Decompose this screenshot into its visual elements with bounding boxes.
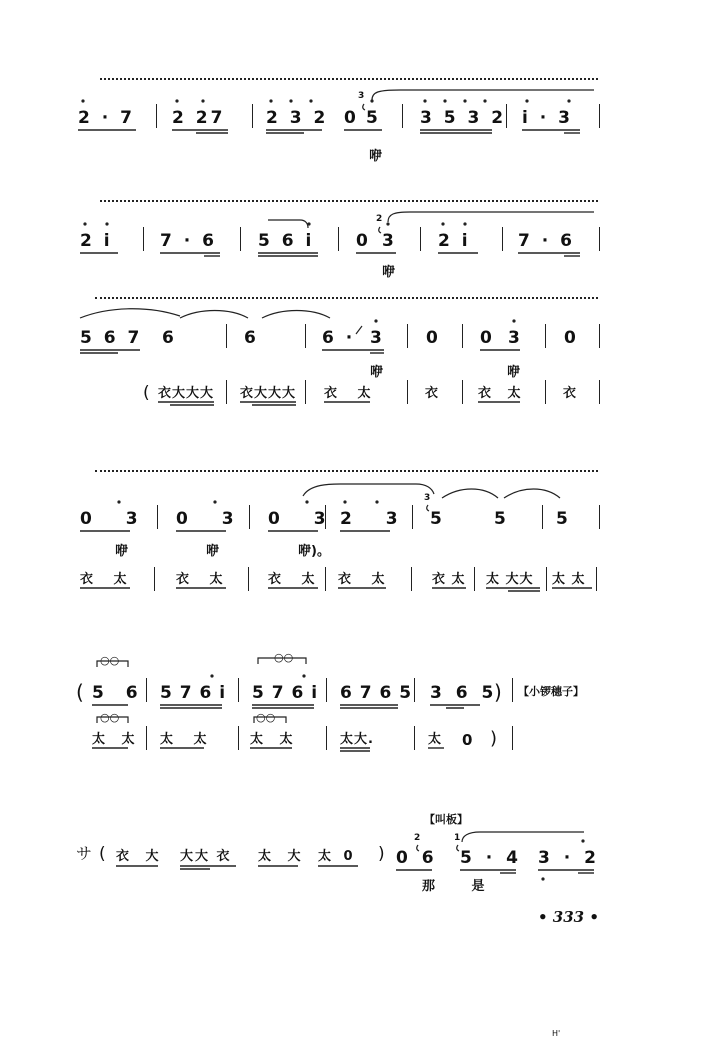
note: 2 3 2 [266, 108, 329, 128]
note: 0 [462, 731, 476, 749]
ornament-mark: ○○ [256, 711, 276, 724]
percussion: 太 大大 [486, 572, 534, 587]
note: 5 7 6 i [160, 683, 227, 703]
grace-note: 1 [454, 833, 461, 843]
page-number: • 333 • [538, 908, 599, 926]
note: 6 [244, 328, 259, 348]
percussion: 太 大 [258, 849, 307, 864]
ornament-mark: ○○ [100, 654, 120, 667]
ornament-mark: ○○ [274, 651, 294, 664]
lyric: 咿)。 [298, 544, 330, 559]
note: 2 27 [172, 108, 226, 128]
percussion-paren: ( [143, 383, 151, 403]
note: 6 7 6 5 [340, 683, 413, 703]
slur [372, 90, 594, 100]
percussion: 太 太 [92, 732, 141, 747]
ornament-mark: ○○ [100, 711, 120, 724]
lyric: 咿 [370, 365, 384, 380]
percussion: 太 太 [160, 732, 215, 747]
slur [388, 212, 594, 222]
note: 5 [366, 108, 381, 128]
note: 3 [370, 328, 385, 348]
note: 7 · 6 [160, 231, 217, 251]
note: 6 [162, 328, 177, 348]
slur [462, 832, 584, 842]
section-label: 【叫板】 [424, 813, 468, 826]
slur [442, 489, 498, 498]
percussion: 衣 太 [432, 572, 466, 587]
note: 0 3 [176, 509, 248, 529]
note: 2 · 7 [78, 108, 135, 128]
bracket [97, 717, 128, 723]
note: 6 · [322, 328, 356, 348]
note: 5 6 [92, 683, 146, 703]
note: 0 [564, 328, 579, 348]
note: 5 · 4 [460, 848, 522, 868]
note: 3 6 5 [430, 683, 498, 703]
breath-mark [356, 326, 362, 334]
slur [303, 484, 434, 496]
grace-hook [457, 845, 459, 851]
note: 5 [430, 509, 445, 529]
note: 5 6 7 [80, 328, 143, 348]
note: 2 3 [340, 509, 412, 529]
slur [80, 309, 180, 318]
percussion: 太 太 [552, 572, 586, 587]
grace-hook [417, 845, 419, 851]
note: 0 6 [396, 848, 438, 868]
grace-hook [379, 227, 381, 233]
percussion: 太大. [340, 732, 374, 747]
percussion-paren: ) [378, 844, 386, 864]
slur [504, 489, 560, 498]
grace-note: 3 [358, 91, 365, 101]
percussion: 衣 太 [478, 386, 527, 401]
percussion-paren: ( [99, 844, 107, 864]
note: 5 [494, 509, 509, 529]
percussion: 大大 衣 [180, 849, 232, 864]
paren-open: ( [76, 680, 87, 704]
lyric: 咿 [382, 265, 396, 280]
percussion: 太 0 [318, 849, 357, 864]
percussion: 衣 大 [116, 849, 165, 864]
note: 5 [556, 509, 571, 529]
note: 2 i [438, 231, 471, 251]
bracket [258, 658, 306, 664]
note: 0 [344, 108, 359, 128]
slur [180, 311, 248, 319]
note: 3 [508, 328, 523, 348]
percussion: 太 [428, 732, 443, 747]
note: 3 · 2 [538, 848, 600, 868]
bracket [97, 661, 128, 667]
percussion: 太 太 [250, 732, 299, 747]
percussion: 衣大大大 [240, 386, 297, 401]
note: 0 3 [80, 509, 152, 529]
lyric: 咿 [115, 544, 129, 559]
percussion: 衣 [563, 386, 578, 401]
percussion: 衣 太 [268, 572, 323, 587]
percussion: 衣 太 [338, 572, 393, 587]
percussion: 衣 太 [176, 572, 231, 587]
grace-hook [363, 104, 365, 110]
section-label: 【小锣穗子】 [518, 685, 584, 698]
note: 0 [356, 231, 371, 251]
paren-close: ) [494, 680, 505, 704]
percussion: 衣大大大 [158, 386, 215, 401]
percussion: 衣 [425, 386, 440, 401]
free-meter-sign: サ [76, 844, 93, 863]
lyric: 那 是 [422, 879, 501, 894]
note: 7 · 6 [518, 231, 575, 251]
note: 2 i [80, 231, 113, 251]
note: 5 7 6 i [252, 683, 319, 703]
note: 0 [426, 328, 441, 348]
percussion: 衣 太 [324, 386, 379, 401]
percussion: 衣 太 [80, 572, 135, 587]
corner-mark: H' [552, 1029, 561, 1038]
lyric: 咿 [206, 544, 220, 559]
grace-hook [427, 505, 429, 511]
slur [262, 311, 330, 319]
note: 5 6 i [258, 231, 315, 251]
grace-note: 2 [376, 214, 383, 224]
slur [268, 220, 308, 228]
note: 0 3 [268, 509, 340, 529]
lyric: 咿 [507, 365, 521, 380]
bracket [254, 717, 286, 723]
paren-close: ) [490, 728, 501, 749]
note: 3 [382, 231, 397, 251]
note: 3 5 3 2 [420, 108, 507, 128]
lyric: 咿 [369, 149, 383, 164]
grace-note: 3 [424, 493, 431, 503]
note: 0 [480, 328, 495, 348]
grace-note: 2 [414, 833, 421, 843]
note: i · 3 [522, 108, 573, 128]
